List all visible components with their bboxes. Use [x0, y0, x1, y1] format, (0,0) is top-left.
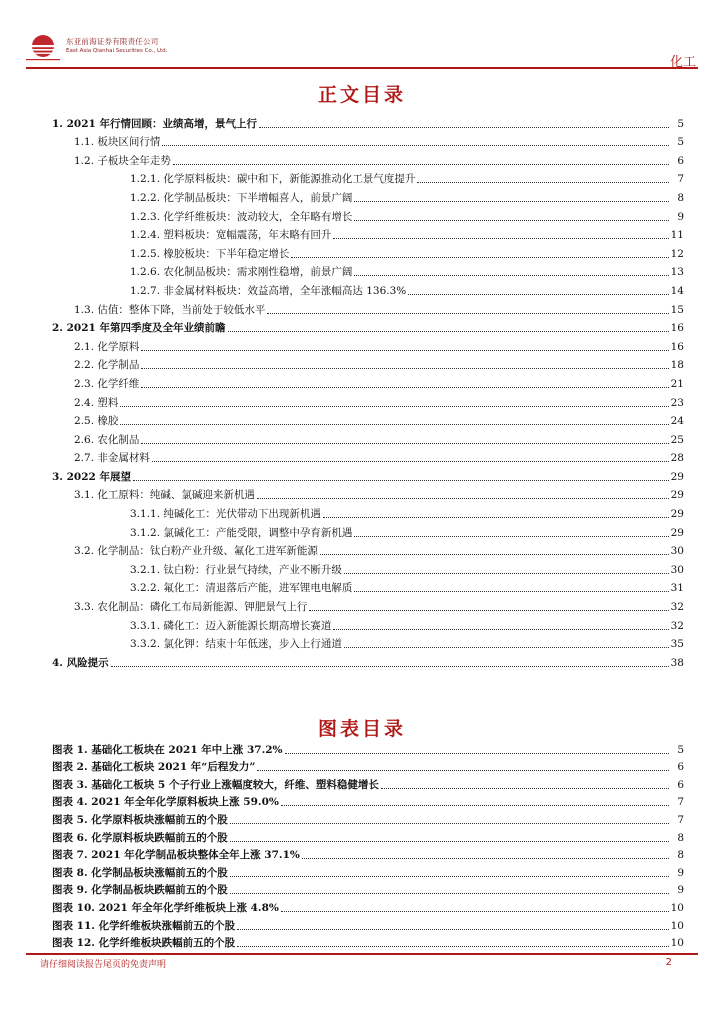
toc-entry[interactable] [52, 558, 684, 577]
company-name-cn: 东亚前海证券有限责任公司 [66, 37, 159, 46]
toc-entry-title: 3. 2022 年展望 [52, 470, 131, 483]
figure-entry-title: 图表 2. 基础化工板块 2021 年“后程发力” [52, 761, 256, 774]
toc-entry[interactable] [52, 465, 684, 484]
dot-leader [237, 928, 669, 930]
figure-entry[interactable] [52, 880, 684, 898]
footer-divider [26, 953, 698, 955]
figure-entry-page: 5 [677, 743, 684, 756]
dot-leader [344, 646, 669, 648]
dot-leader [291, 256, 669, 258]
toc-entry-title: 1.3. 估值：整体下降，当前处于较低水平 [74, 303, 266, 316]
toc-entry-page: 16 [670, 340, 684, 353]
toc-entry-page: 5 [677, 136, 684, 149]
figure-entry-page: 7 [677, 813, 684, 826]
toc-entry-page: 38 [670, 656, 684, 669]
toc-entry-page: 29 [670, 526, 684, 539]
toc-entry-title: 2.5. 橡胶 [74, 415, 119, 428]
toc-entry-title: 3.2.1. 钛白粉：行业景气持续，产业不断升级 [130, 563, 342, 576]
toc-entry-page: 28 [670, 452, 684, 465]
figure-entry-page: 10 [670, 919, 684, 932]
figure-entry-page: 10 [670, 901, 684, 914]
page-number: 2 [665, 957, 672, 968]
toc-entry-page: 23 [670, 396, 684, 409]
toc-entry-page: 18 [670, 359, 684, 372]
figure-entry[interactable] [52, 792, 684, 810]
figure-entry-title: 图表 5. 化学原料板块涨幅前五的个股 [52, 813, 228, 826]
dot-leader [285, 752, 669, 754]
figure-entry[interactable] [52, 757, 684, 775]
toc-entry-page: 5 [677, 117, 684, 130]
toc-entry[interactable] [52, 633, 684, 652]
figure-entry-title: 图表 7. 2021 年化学制品板块整体全年上涨 37.1% [52, 849, 300, 862]
toc-entry[interactable] [52, 651, 684, 670]
toc-entry-page: 21 [670, 377, 684, 390]
dot-leader [381, 787, 669, 789]
toc-entry-page: 7 [677, 173, 684, 186]
dot-leader [141, 349, 669, 351]
dot-leader [354, 219, 669, 221]
toc-entry-title: 1.2.3. 化学纤维板块：波动较大，全年略有增长 [130, 210, 353, 223]
toc-entry-title: 2.3. 化学纤维 [74, 377, 140, 390]
toc-entry-page: 13 [670, 266, 684, 279]
figures-title: 图表目录 [317, 718, 406, 740]
dot-leader [281, 910, 669, 912]
company-name-en: East Asia Qianhai Securities Co., Ltd. [66, 48, 168, 54]
toc-entry[interactable] [52, 577, 684, 596]
header-divider [26, 67, 698, 69]
toc-entry-page: 32 [670, 619, 684, 632]
toc-entry-title: 1.2.6. 农化制品板块：需求刚性稳增，前景广阔 [130, 266, 353, 279]
figure-entry-page: 9 [677, 884, 684, 897]
toc-entry-title: 3.2.2. 氟化工：清退落后产能，进军锂电电解质 [130, 582, 353, 595]
dot-leader [111, 665, 669, 667]
toc-entry-title: 3.2. 化学制品：钛白粉产业升级、氟化工进军新能源 [74, 545, 318, 558]
dot-leader [257, 497, 669, 499]
page-header [0, 0, 724, 70]
toc-entry-title: 3.1. 化工原料：纯碱、氯碱迎来新机遇 [74, 489, 255, 502]
dot-leader [259, 126, 669, 128]
toc-entry-title: 2.1. 化学原料 [74, 340, 140, 353]
toc-entry-title: 2. 2021 年第四季度及全年业绩前瞻 [52, 322, 226, 335]
toc-entry-page: 29 [670, 489, 684, 502]
toc-entry[interactable] [52, 521, 684, 540]
company-logo-icon [26, 33, 60, 63]
dot-leader [309, 609, 669, 611]
figure-entry-title: 图表 11. 化学纤维板块涨幅前五的个股 [52, 919, 236, 932]
figure-entry[interactable] [52, 739, 684, 757]
toc-entry[interactable] [52, 410, 684, 429]
toc-entry[interactable] [52, 112, 684, 131]
dot-leader [320, 553, 669, 555]
figure-entry[interactable] [52, 933, 684, 951]
toc-entry-title: 3.1.2. 氯碱化工：产能受限，调整中孕育新机遇 [130, 526, 353, 539]
toc-entry[interactable] [52, 224, 684, 243]
toc-entry-page: 32 [670, 601, 684, 614]
toc-entry[interactable] [52, 428, 684, 447]
figure-entry-title: 图表 12. 化学纤维板块跌幅前五的个股 [52, 937, 236, 950]
toc-entry-title: 1.2.2. 化学制品板块：下半增幅喜人，前景广阔 [130, 191, 353, 204]
toc-entry-page: 31 [670, 582, 684, 595]
toc-entry-title: 1.2. 子板块全年走势 [74, 154, 171, 167]
toc-entry[interactable] [52, 261, 684, 280]
figure-entry-page: 8 [677, 831, 684, 844]
industry-label: 化工 [669, 55, 696, 70]
toc-entry-title: 3.3.1. 磷化工：迈入新能源长期高增长赛道 [130, 619, 332, 632]
figure-entry-title: 图表 8. 化学制品板块涨幅前五的个股 [52, 866, 228, 879]
toc-entry-title: 2.2. 化学制品 [74, 359, 140, 372]
figure-entry-title: 图表 4. 2021 年全年化学原料板块上涨 59.0% [52, 796, 279, 809]
toc-entry[interactable] [52, 614, 684, 633]
dot-leader [230, 840, 669, 842]
toc-entry[interactable] [52, 205, 684, 224]
toc-entry-title: 1.2.1. 化学原料板块：碳中和下，新能源推动化工景气度提升 [130, 173, 416, 186]
toc-entry[interactable] [52, 279, 684, 298]
dot-leader [354, 535, 669, 537]
figure-entry-title: 图表 6. 化学原料板块跌幅前五的个股 [52, 831, 228, 844]
figure-entry[interactable] [52, 915, 684, 933]
toc-entry-page: 6 [677, 154, 684, 167]
table-of-contents [52, 112, 684, 670]
figure-entry-title: 图表 3. 基础化工板块 5 个子行业上涨幅度较大，纤维、塑料稳健增长 [52, 778, 379, 791]
dot-leader [354, 274, 669, 276]
dot-leader [230, 892, 669, 894]
toc-entry-page: 16 [670, 322, 684, 335]
toc-entry[interactable] [52, 447, 684, 466]
toc-entry[interactable] [52, 335, 684, 354]
toc-entry-page: 9 [677, 210, 684, 223]
toc-entry-page: 24 [670, 415, 684, 428]
figure-entry-page: 6 [677, 761, 684, 774]
toc-entry[interactable] [52, 149, 684, 168]
toc-entry[interactable] [52, 502, 684, 521]
dot-leader [344, 572, 669, 574]
figure-entry-title: 图表 9. 化学制品板块跌幅前五的个股 [52, 884, 228, 897]
dot-leader [237, 945, 669, 947]
dot-leader [408, 293, 669, 295]
dot-leader [152, 460, 669, 462]
toc-entry-title: 3.3. 农化制品：磷化工布局新能源、钾肥景气上行 [74, 601, 308, 614]
toc-entry-page: 30 [670, 545, 684, 558]
figure-entry[interactable] [52, 827, 684, 845]
figure-entry-page: 6 [677, 778, 684, 791]
dot-leader [417, 181, 669, 183]
toc-entry-title: 3.3.2. 氯化钾：结束十年低迷，步入上行通道 [130, 638, 342, 651]
toc-entry-page: 35 [670, 638, 684, 651]
toc-entry-title: 1.2.7. 非金属材料板块：效益高增，全年涨幅高达 136.3% [130, 284, 407, 297]
dot-leader [302, 857, 669, 859]
toc-entry[interactable] [52, 242, 684, 261]
dot-leader [141, 442, 669, 444]
figure-entry[interactable] [52, 897, 684, 915]
toc-entry[interactable] [52, 168, 684, 187]
dot-leader [230, 875, 669, 877]
toc-entry-title: 1. 2021 年行情回顾：业绩高增，景气上行 [52, 117, 257, 130]
dot-leader [354, 590, 669, 592]
figure-entry[interactable] [52, 845, 684, 863]
figure-entry-page: 8 [677, 849, 684, 862]
toc-entry[interactable] [52, 298, 684, 317]
toc-entry-title: 1.1. 板块区间行情 [74, 136, 161, 149]
toc-entry[interactable] [52, 186, 684, 205]
dot-leader [333, 237, 669, 239]
toc-entry[interactable] [52, 540, 684, 559]
dot-leader [133, 479, 669, 481]
toc-entry-title: 2.4. 塑料 [74, 396, 119, 409]
toc-entry[interactable] [52, 391, 684, 410]
toc-entry[interactable] [52, 131, 684, 150]
dot-leader [333, 628, 669, 630]
toc-entry-page: 15 [670, 303, 684, 316]
toc-entry-title: 3.1.1. 纯碱化工：光伏带动下出现新机遇 [130, 508, 321, 521]
toc-entry-title: 4. 风险提示 [52, 656, 109, 669]
dot-leader [141, 386, 669, 388]
figure-entry[interactable] [52, 774, 684, 792]
figure-list [52, 739, 684, 950]
dot-leader [141, 367, 669, 369]
toc-entry-page: 14 [670, 284, 684, 297]
dot-leader [120, 405, 669, 407]
toc-entry[interactable] [52, 372, 684, 391]
figure-entry-page: 7 [677, 796, 684, 809]
toc-title: 正文目录 [317, 84, 406, 106]
toc-entry-page: 12 [670, 247, 684, 260]
dot-leader [162, 144, 669, 146]
figure-entry-page: 9 [677, 866, 684, 879]
dot-leader [230, 822, 669, 824]
toc-entry-page: 8 [677, 191, 684, 204]
toc-entry-title: 1.2.4. 塑料板块：宽幅震荡，年末略有回升 [130, 229, 332, 242]
figure-entry[interactable] [52, 809, 684, 827]
dot-leader [120, 423, 669, 425]
toc-entry[interactable] [52, 354, 684, 373]
dot-leader [281, 804, 669, 806]
dot-leader [257, 769, 669, 771]
figure-entry[interactable] [52, 862, 684, 880]
dot-leader [228, 330, 670, 332]
toc-entry-title: 1.2.5. 橡胶板块：下半年稳定增长 [130, 247, 290, 260]
dot-leader [267, 312, 669, 314]
figure-entry-title: 图表 10. 2021 年全年化学纤维板块上涨 4.8% [52, 901, 279, 914]
toc-entry-page: 30 [670, 563, 684, 576]
toc-entry[interactable] [52, 484, 684, 503]
figure-entry-page: 10 [670, 937, 684, 950]
toc-entry-page: 29 [670, 508, 684, 521]
toc-entry[interactable] [52, 317, 684, 336]
toc-entry-page: 11 [670, 229, 684, 242]
toc-entry-title: 2.7. 非金属材料 [74, 452, 150, 465]
footer-disclaimer: 请仔细阅读报告尾页的免责声明 [40, 960, 167, 970]
toc-entry-page: 25 [670, 433, 684, 446]
toc-entry-title: 2.6. 农化制品 [74, 433, 140, 446]
figure-entry-title: 图表 1. 基础化工板块在 2021 年中上涨 37.2% [52, 743, 283, 756]
toc-entry-page: 29 [670, 470, 684, 483]
dot-leader [354, 200, 669, 202]
toc-entry[interactable] [52, 595, 684, 614]
dot-leader [173, 163, 669, 165]
dot-leader [323, 516, 669, 518]
